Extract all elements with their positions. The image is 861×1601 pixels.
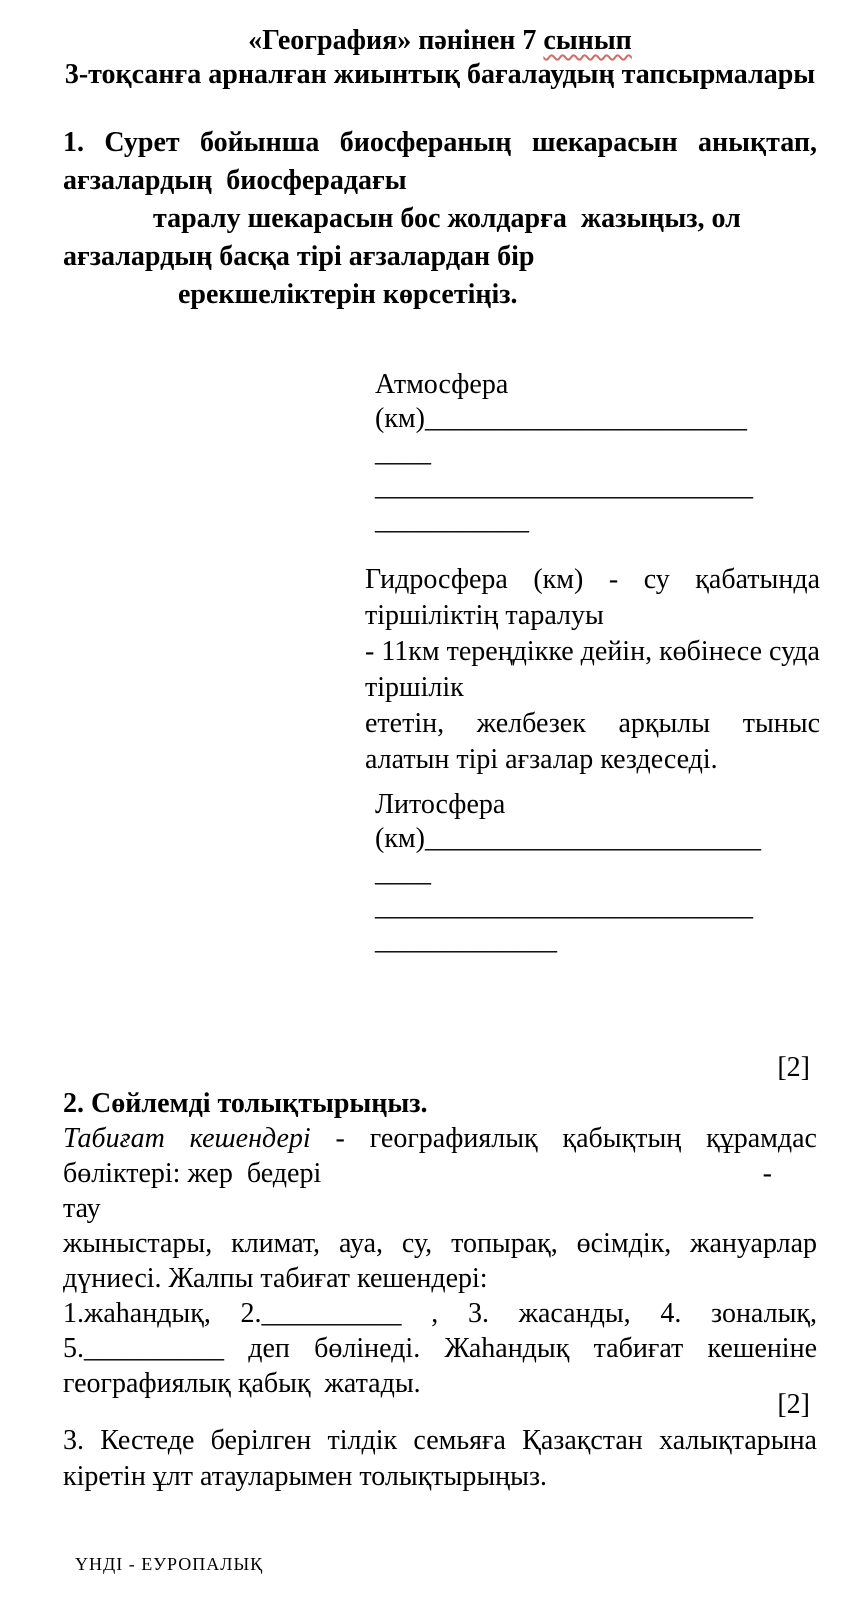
blank-line: _____________ [375,925,557,956]
task2-line-7: 1.жаһандық, 2.__________ , 3. жасанды, 4. зоналық, [63,1298,817,1329]
hydrosphere-line-3: - 11км тереңдікке дейін, көбінесе суда [365,636,820,667]
atmosphere-block [375,368,817,538]
task2-score-mark: [2] [777,1389,810,1420]
language-family-label: ҮНДІ - ЕУРОПАЛЫҚ [75,1554,264,1574]
hydrosphere-line-6: алатын тірі ағзалар кездеседі. [365,744,718,775]
task2-heading: 2. Сөйлемді толықтырыңыз. [63,1088,428,1119]
task3-line-2: кіретін ұлт атауларымен толықтырыңыз. [63,1461,548,1492]
blank-line: ___________________________ [375,891,753,922]
hydrosphere-line-4: тіршілік [365,672,464,703]
blank-line: ____ [375,857,431,888]
task3-line-1: 3. Кестеде берілген тілдік семьяға Қазақстан халықтарына [63,1425,817,1456]
task1-instructions [63,124,817,314]
atmosphere-km-blank-line: (км)_______________________ [375,403,747,434]
document-title [63,0,817,92]
hydrosphere-line-5: ететін, желбезек арқылы тыныс [365,708,820,739]
atmosphere-label: Атмосфера [375,369,509,400]
task3-block [63,1423,817,1495]
task1-score-mark: [2] [777,1052,810,1083]
title-misspelled-word: сынып [543,25,632,56]
task2-line-6: дүниесі. Жалпы табиғат кешендері: [63,1263,488,1294]
task2-line-8: 5.__________ деп бөлінеді. Жаһандық табиғат кешеніне [63,1333,817,1364]
task2-line-4: тау [63,1193,101,1224]
lithosphere-block [375,788,817,958]
task1-line-1: 1. Сурет бойынша биосфераның шекарасын анықтап, [63,127,817,158]
title-line-2: 3-тоқсанға арналған жиынтық бағалаудың тапсырмалары [64,59,816,90]
task2-line-3 [63,1156,817,1191]
lithosphere-km-blank-line: (км)________________________ [375,823,761,854]
task2-line-3-text: бөліктері: жер бедері [63,1158,322,1189]
blank-line: ___________________________ [375,471,753,502]
task2-line-2-rest: - географиялық қабықтың құрамдас [310,1123,817,1154]
task2-line-2 [63,1121,817,1156]
title-line-1-text: «География» пәнінен 7 [248,25,544,56]
task1-line-2: ағзалардың биосферадағы [63,165,407,196]
lithosphere-label: Литосфера [375,789,506,820]
blank-line: ___________ [375,505,529,536]
task1-line-5: ерекшеліктерін көрсетіңіз. [178,279,518,310]
task1-line-4: ағзалардың басқа тірі ағзалардан бір [63,241,535,272]
task2-term-italic: Табиғат кешендері [63,1123,311,1154]
task2-block [63,1086,817,1401]
blank-line: ____ [375,437,431,468]
task2-line-9: географиялық қабық жатады. [63,1368,421,1399]
hydrosphere-line-2: тіршіліктің таралуы [365,600,604,631]
task1-line-3: таралу шекарасын бос жолдарға жазыңыз, ол [153,203,741,234]
title-line-1 [63,24,817,58]
task2-line-5: жыныстары, климат, ауа, су, топырақ, өсімдік, жануарлар [63,1228,817,1259]
task2-line-3-dash: - [762,1158,772,1189]
hydrosphere-block [365,562,820,778]
hydrosphere-line-1: Гидросфера (км) - су қабатында [365,564,820,595]
